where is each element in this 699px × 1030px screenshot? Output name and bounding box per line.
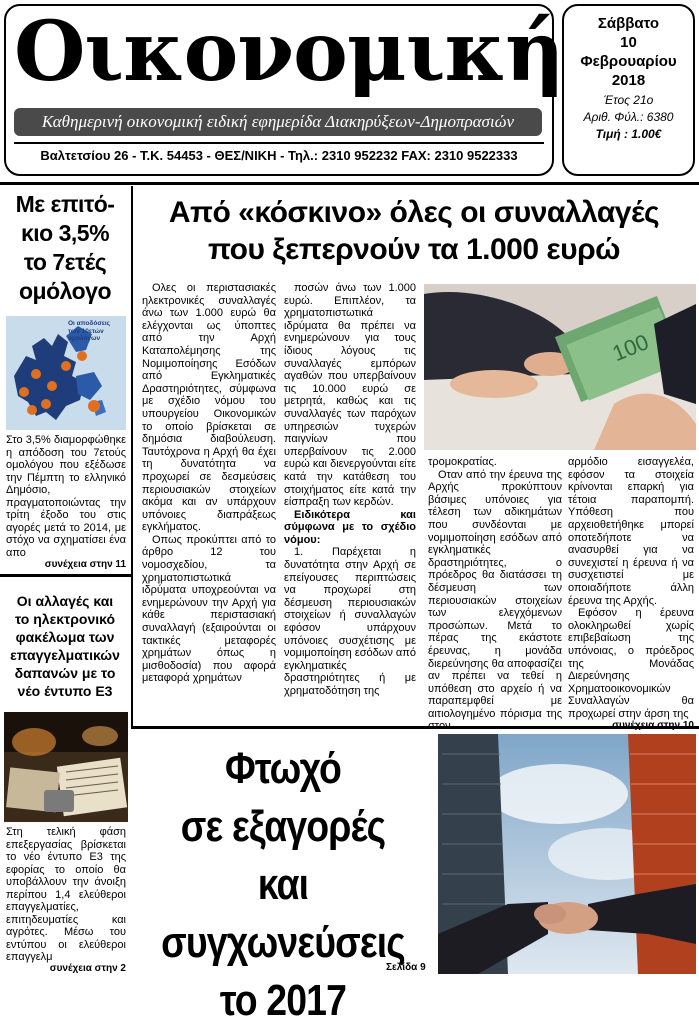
paragraph: Ολες οι περιστασιακές ηλεκτρονικές συναλλαγές άνω των 1.000 ευρώ θα ελέγχονται ως ύποπτες από την Αρχή Καταπολέμησης της Νομιμοποίησης Εσόδων από Εγκληματικές Δραστηριότητες, σύμφωνα με σχέδιο νόμου του υπουργείου Οικονομικών το οποίο βρίσκεται σε δημόσια διαβούλευση. Ταυτόχρονα η Αρχή θα έχει τη δυνατότητα να προχωρεί σε δεσμεύσεις περιουσιακών στοιχείων ακόμα και αν υπάρχουν υπόνοιες διαπράξεως εγκλήματος. <box>142 282 276 534</box>
mergers-headline-line: σε εξαγορές και <box>180 802 386 909</box>
bond-article-text: Στο 3,5% διαμορφώθηκε η απόδοση του 7ετούς ομολόγου που εξέδωσε την Πέμπτη το ελληνικό Δημόσιο, πραγματοποιώντας την τρίτη έξοδο του στις αγορές μετά το 2014, με στόχο να σχηματίσει ένα απο <box>6 434 126 559</box>
article-column-3 <box>428 456 562 733</box>
e3-article-text: Στη τελική φάση επεξεργασίας βρίσκεται το νέο έντυπο Ε3 της εφορίας το οποίο θα υποβάλλουν την άνοιξη περίπου 1,4 ελεύθεροι επαγγελματίες, επιτηδευματίες και αγρότες. Μέσω του εντύπου οι ελεύθεροι επαγγελμ <box>6 826 126 963</box>
paragraph: Οπως προκύπτει από το άρθρο 12 του νομοσχεδίου, τα χρηματοπιστωτικά ιδρύματα υποχρεούνται να ενημερώνουν την Αρχή για κάθε περιστασιακή συναλλαγή (εξαιρούνται οι τακτικές μεταφορές χρημάτων όπως η μισθοδοσία) που αφορά μεταφορά χρημάτων <box>142 533 276 685</box>
newspaper-title: Οικονομική <box>14 4 564 100</box>
newspaper-tagline: Καθημερινή οικονομική ειδική εφημερίδα Διακηρύξεων-Δημοπρασιών <box>14 108 542 136</box>
paragraph: Εφόσον η έρευνα ολοκληρωθεί χωρίς επιβεβαίωση της υπόνοιας, ο πρόεδρος της Μονάδας Διερεύνησης Χρηματοοικονομικών Συναλλαγών θα προχωρεί στην άρση της <box>568 607 694 720</box>
mergers-headline-line: Φτωχό <box>225 744 341 793</box>
article-column-1 <box>142 282 276 685</box>
handshake-photo <box>438 734 696 974</box>
map-caption-line: Οι αποδόσεις <box>68 320 111 327</box>
bond-headline <box>2 190 128 306</box>
main-headline-line: Από «κόσκινο» όλες οι συναλλαγές <box>168 196 660 229</box>
e3-headline-line: επαγγελματικών <box>10 647 120 663</box>
masthead-bottom-rule <box>0 182 699 185</box>
issue-month: Φεβρουαρίου <box>580 53 677 70</box>
mergers-headline-line: το 2017 <box>219 976 347 1025</box>
left-section-rule <box>0 574 131 577</box>
article-subheading: Ειδικότερα και σύμφωνα με το σχέδιο νόμου: <box>284 508 416 546</box>
map-caption <box>68 320 124 343</box>
article-column-4 <box>568 456 694 733</box>
issue-year: 2018 <box>611 72 646 89</box>
bond-headline-line: το 7ετές <box>23 249 107 275</box>
mergers-headline-line: συγχωνεύσεις <box>161 918 405 967</box>
main-article-bottom-rule <box>131 726 699 729</box>
main-headline-line: που ξεπερνούν τα 1.000 ευρώ <box>208 233 620 266</box>
e3-headline-line: δαπανών με το <box>14 665 116 681</box>
issue-price: Τιμή : 1.00€ <box>595 127 662 141</box>
issue-number: Αριθ. Φύλ.: 6380 <box>583 110 674 124</box>
bond-headline-line: κιο 3,5% <box>20 220 110 246</box>
e3-headline <box>2 592 128 700</box>
date-box <box>562 4 695 176</box>
e3-continue-link[interactable]: συνέχεια στην 2 <box>49 963 126 974</box>
bond-headline-line: Με επιτό- <box>15 191 115 217</box>
issue-volume: Έτος 21ο <box>603 93 654 107</box>
bond-continue-link[interactable]: συνέχεια στην 11 <box>44 559 126 570</box>
issue-day: Σάββατο <box>597 15 660 32</box>
paragraph: ποσών άνω των 1.000 ευρώ. Επιπλέον, τα χρηματοπιστωτικά ιδρύματα θα πρέπει να ενημερώνουν για τους ίδιους λόγους τις συναλλαγές εμπόρων αγαθών που υπερβαίνουν τις 10.000 ευρώ σε μετρητά, καθώς και τις συναλλαγές των παρόχων υπηρεσιών τυχερών παιγνίων που υπερβαίνουν τις 2.000 ευρώ και διενεργούνται είτε κατά την κατάθεση του στοιχήματος είτε κατά την είσπραξη των κερδών. <box>284 282 416 509</box>
paragraph: 1. Παρέχεται η δυνατότητα στην Αρχή σε επείγουσες περιπτώσεις να προχωρεί στη δέσμευση περιουσιακών στοιχείων ή συναλλαγών εφόσον υπάρχουν υπόνοιες συσχέτισης με νομιμοποίηση εσόδων από εγκληματικές δραστηριότητες ή με χρηματοδότηση της <box>284 546 416 697</box>
paragraph: Οταν από την έρευνα της Αρχής προκύπτουν βάσιμες υπόνοιες για τέλεση των αδικημάτων που συνδέονται με νομιμοποίηση εσόδων από εγκληματικές δραστηριότητες, ο πρόεδρος θα διατάσσει τη δέσμευση των περιουσιακών στοιχείων των ελεγχόμενων προσώπων. Μετά το πέρας της εκάστοτε έρευνας, η μονάδα διερεύνησης θα αποφασίζει αν πρέπει να τεθεί η υπόθεση στο αρχείο ή να παραπεμφθεί με αιτιολογημένο πόρισμα της <box>428 468 562 720</box>
money-handover-photo <box>424 284 696 450</box>
paragraph: τρομοκρατίας. <box>428 456 497 468</box>
mergers-headline <box>160 740 407 1030</box>
newspaper-address: Βαλτετσίου 26 - Τ.Κ. 54453 - ΘΕΣ/ΝΙΚΗ - Τηλ.: 2310 952232 FAX: 2310 9522333 <box>40 148 518 163</box>
svg-text:100: 100 <box>608 329 653 367</box>
e3-headline-line: νέο έντυπο Ε3 <box>17 683 113 699</box>
e3-headline-line: Οι αλλαγές και <box>16 593 114 609</box>
map-caption-line: των 10ετών <box>68 327 104 335</box>
paragraph: αρμόδιο εισαγγελέα, εφόσον τα στοιχεία κρίνονται επαρκή για τέτοια παραπομπή. Υπόθεση που αρχειοθετήθηκε μπορεί οποτεδήποτε να ανασυρθεί για να συνεχιστεί η έρευνα ή να συσχετιστεί με οποιαδήποτε άλλη έρευνα της Αρχής. <box>568 456 694 607</box>
issue-date: 10 <box>620 34 637 51</box>
masthead-rule <box>14 142 544 144</box>
page-reference: Σελίδα 9 <box>386 962 426 973</box>
bond-headline-line: ομόλογο <box>18 278 112 304</box>
e3-headline-line: φακέλωμα των <box>15 629 115 645</box>
europe-bond-map <box>6 316 126 430</box>
e3-headline-line: το ηλεκτρονικό <box>14 611 116 627</box>
map-caption-line: ομολόγων <box>68 335 101 342</box>
article-column-2 <box>284 282 416 698</box>
tax-form-photo <box>4 712 128 822</box>
main-headline <box>130 194 698 268</box>
